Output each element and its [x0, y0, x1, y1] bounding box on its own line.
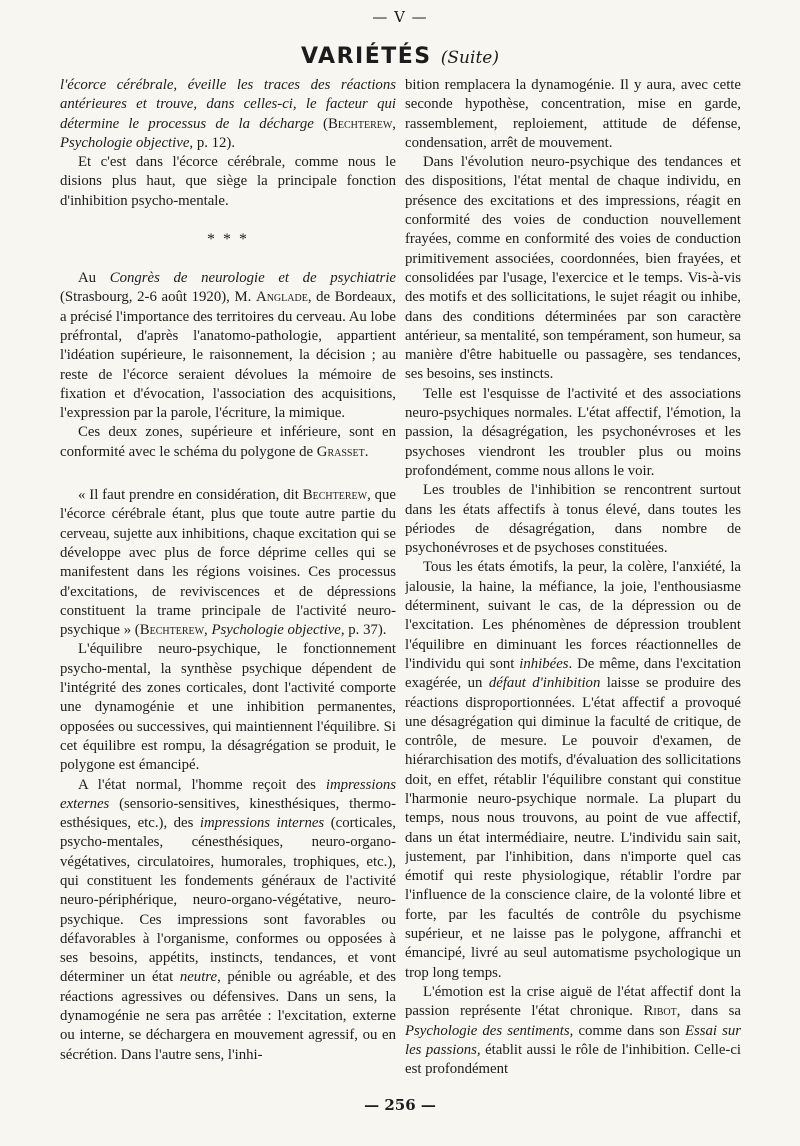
text-run: (Strasbourg, 2-6 août 1920), M.	[60, 289, 257, 306]
section-title-text: VARIÉTÉS	[301, 44, 432, 69]
text-run: . De même, dans l'excitation exagérée, un	[405, 655, 741, 692]
text-run: Au	[78, 270, 110, 287]
author-name: Anglade	[256, 289, 308, 306]
book-title: Psychologie objective	[60, 134, 190, 151]
text-run: , que l'écorce cérébrale étant, plus que toute autre partie du cerveau, sujette aux inhibitions, chaque excitation qui se développe avec plus de force déprime celles qui se manifestent dans les régions voisines. Ces processus d'excitations, de reviviscences et de dépressions constituent la trame principale de l'activité neuro-psychique » (	[60, 487, 396, 639]
right-paragraph-4: Les troubles de l'inhibition se rencontrent surtout dans les états affectifs à tonus élevé, dans toutes les périodes de désagrégation, dans nombre de psychonévroses et de psychoses constituées.	[405, 482, 741, 557]
left-paragraph-4	[60, 423, 396, 462]
book-title: Essai sur les passions	[405, 1022, 741, 1058]
page-number: — 256 —	[364, 1096, 436, 1114]
text-run: , comme dans son	[569, 1022, 685, 1039]
running-head: — V —	[372, 8, 428, 26]
text-run: , dans sa	[676, 1003, 741, 1020]
text-run: A l'état normal, l'homme reçoit des	[78, 776, 326, 793]
italic-term: défaut d'inhibition	[488, 675, 601, 692]
book-title: Psychologie des sentiments	[405, 1022, 570, 1039]
text-run: , pénible ou agréable, et des réactions agressives ou défensives. Dans un sens, la dynamogénie ne sera pas arrêtée : l'excitation, externe ou interne, se déchargera en mouvement agressif, ou en sécrétion. Dans l'autre sens, l'inhi-	[60, 969, 396, 1063]
text-run: (sensorio-sensitives, kinesthésiques, thermo-esthésiques, etc.), des	[60, 795, 396, 832]
paragraph-gap	[60, 462, 396, 486]
congress-title: Congrès de neurologie et de psychiatrie	[109, 270, 396, 287]
italic-term: inhibées	[519, 655, 569, 672]
quote-italic: l'écorce cérébrale, éveille les traces des réactions antérieures et trouve, dans celles-ci, le facteur qui détermine le processus de la décharge	[60, 77, 396, 132]
right-column	[405, 76, 741, 1088]
section-title-suffix: (Suite)	[440, 48, 499, 68]
left-paragraph-3	[60, 269, 396, 423]
text-run: ,	[204, 622, 212, 639]
italic-term: neutre	[179, 969, 218, 986]
text-run: , p. 37).	[340, 622, 387, 639]
text-run: (corticales, psycho-mentales, cénesthésiques, neuro-organo-végétatives, circulatoires, humorales, trophiques, etc.), qui constituent les fondements généraux de l'activité neuro-périphérique, neuro-organo-végétative, neuro-psychique. Ces impressions sont favorables ou défavorables à l'organisme, conformes ou opposées à ses besoins, appétits, instincts, tendances, et vont déterminer un état	[60, 815, 396, 986]
text-run: « Il faut prendre en considération, dit	[78, 487, 303, 504]
author-name: Bechterew	[327, 115, 393, 132]
left-paragraph-5	[60, 486, 396, 640]
text-run: ,	[392, 115, 396, 132]
right-paragraph-6	[405, 983, 741, 1079]
left-paragraph-6: L'équilibre neuro-psychique, le fonctionnement psycho-mental, la synthèse psychique dépendent de l'intégrité des zones corticales, dont l'activité comporte une dynamogénie et une inhibition permanentes, opposées ou successives, qui maintiennent l'équilibre. Si cet équilibre est rompu, la désagrégation se produit, le polygone est émancipé.	[60, 641, 396, 774]
right-paragraph-3: Telle est l'esquisse de l'activité et des associations neuro-psychiques normales. L'état affectif, l'émotion, la passion, la désagrégation, les psychonévroses et les psychoses viendront les troubler plus ou moins profondément, comme nous allons le voir.	[405, 385, 741, 479]
right-paragraph-2: Dans l'évolution neuro-psychique des tendances et des dispositions, l'état mental de chaque individu, en présence des excitations et des impressions, réagit en conformité des voies de conduction nouvellement frayées, comme en conformité des voies de conduction primitivement associées, coordonnées, bien frayées, et consolidées par l'usage, l'exercice et le temps. Vis-à-vis des motifs et des sollicitations, le sujet réagit ou inhibe, dans des conditions déterminées par son caractère antérieur, sa mentalité, son tempérament, son humeur, sa manière d'être habituelle ou passagère, ses tendances, ses besoins, ses instincts.	[405, 154, 741, 383]
italic-term: impressions externes	[60, 776, 396, 812]
text-run: Ces deux zones, supérieure et inférieure, sont en conformité avec le schéma du polygone de	[60, 424, 396, 460]
author-name: Grasset	[316, 443, 365, 460]
right-paragraph-1: bition remplacera la dynamogénie. Il y aura, avec cette seconde hypothèse, concentration, mise en garde, rassemblement, reploiement, attitude de défense, condensation, arrêt de mouvement.	[405, 77, 741, 151]
text-run: , établit aussi le rôle de l'inhibition. Celle-ci est profondément	[405, 1041, 741, 1078]
text-run: L'émotion est la crise aiguë de l'état affectif dont la passion représente l'état chronique.	[405, 983, 741, 1020]
text-run: , de Bordeaux, a précisé l'importance des territoires du cerveau. Au lobe préfrontal, d'après l'anatomo-pathologie, appartient l'idéation supérieure, le raisonnement, la décision ; au reste de l'écorce seraient dévolues la mémoire de fixation et d'évocation, l'association des acquisitions, l'expression par la parole, l'écriture, la mimique.	[60, 289, 396, 422]
text-run: laisse se produire des réactions disproportionnées. L'état affectif a provoqué une désagrégation qui diminue la faculté de critique, de contrôle, de mesure. Le pouvoir d'examen, de hiérarchisation des motifs, d'évaluation des sollicitations doit, en effet, rétablir l'équilibre constant qui constitue l'harmonie neuro-psychique normale. La plupart du temps, nous nous trouvons, au point de vue affectif, dans un état intermédiaire, neutre. L'individu sain sait, justement, par l'inhibition, dans n'importe quel cas émotif qui reste physiologique, rétablir l'ordre par l'influence de la conscience claire, de la volonté libre et forte, par les facultés de contrôle du psychisme supérieur, et ne laisse pas le polygone, affranchi et émancipé, livré au seul automatisme psychologique un trop long temps.	[405, 675, 741, 981]
section-title	[0, 44, 800, 69]
text-run: , p. 12).	[189, 134, 236, 151]
section-separator: * * *	[207, 231, 249, 249]
author-name: Ribot	[643, 1003, 677, 1020]
left-paragraph-7	[60, 776, 396, 1065]
left-column	[60, 76, 396, 1088]
book-title: Psychologie objective	[211, 622, 341, 639]
italic-term: impressions internes	[199, 815, 325, 832]
right-paragraph-5	[405, 558, 741, 983]
left-paragraph-2: Et c'est dans l'écorce cérébrale, comme nous le disions plus haut, que siège la principale fonction d'inhibition psycho-mentale.	[60, 154, 396, 209]
left-paragraph-1	[60, 76, 396, 153]
author-name: Bechterew	[139, 622, 205, 639]
text-run: (	[313, 115, 328, 132]
text-run: Tous les états émotifs, la peur, la colère, l'anxiété, la jalousie, la haine, la méfiance, la joie, l'enthousiasme déterminent, suivant le cas, de la dépression ou de l'excitation. Les phénomènes de dépression troublent l'équilibre en diminuant les forces réactionnelles de l'individu qui sont	[405, 559, 741, 672]
author-name: Bechterew	[302, 487, 368, 504]
text-run: .	[364, 443, 369, 460]
